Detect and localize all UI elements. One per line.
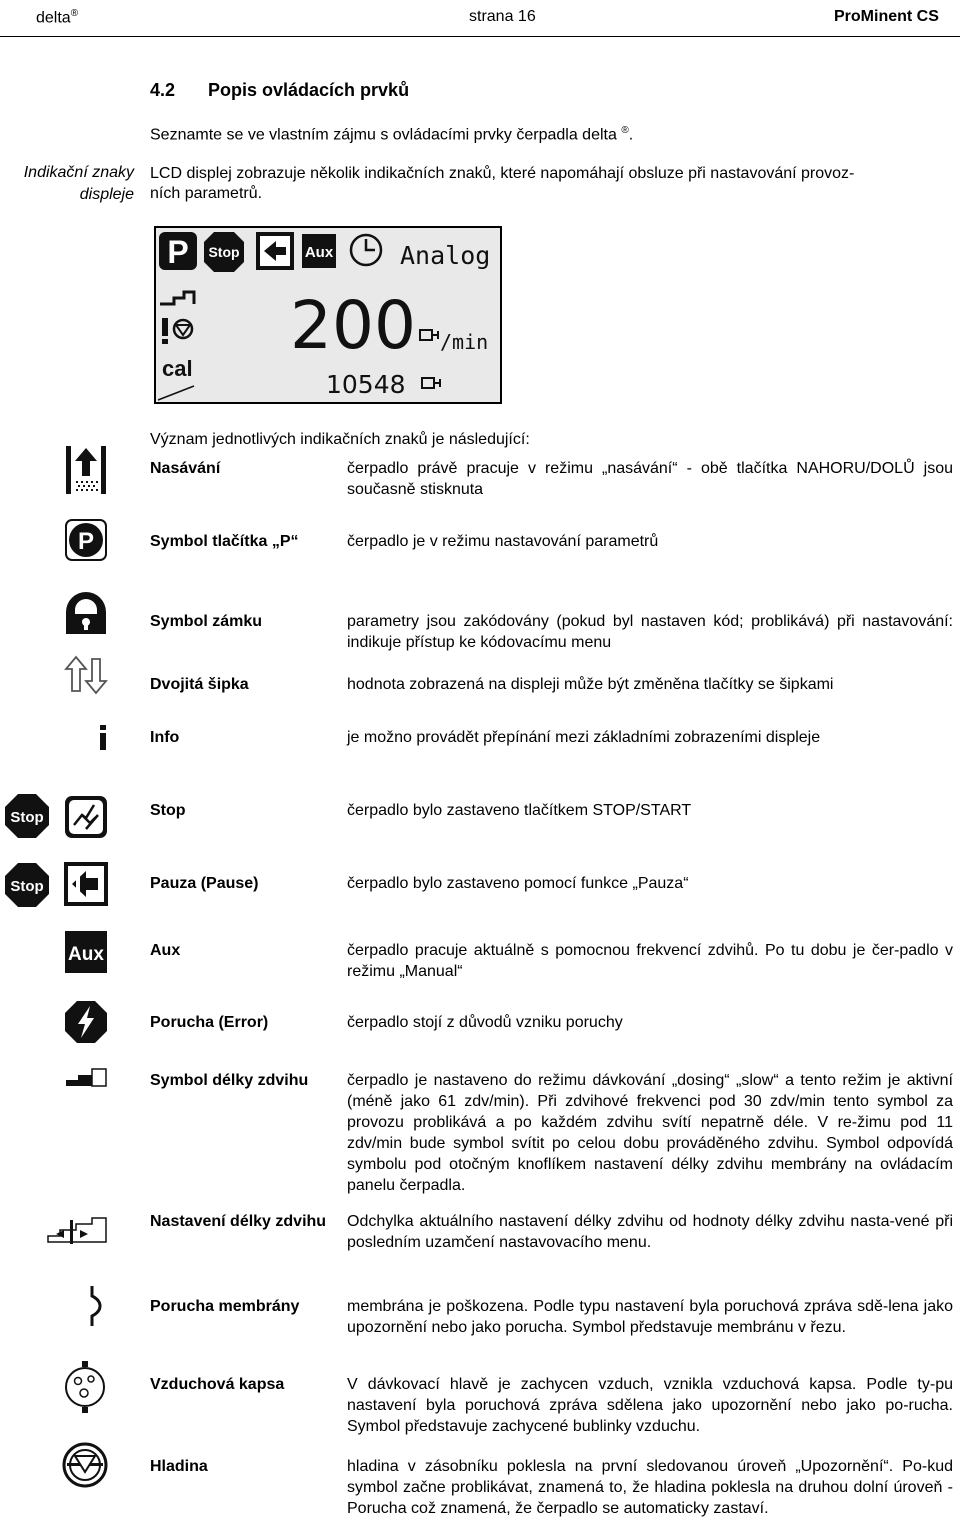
symbol-desc-lock: parametry jsou zakódovány (pokud byl nastaven kód; problikává) při nastavování: indikuje přístup ke kódovacímu menu [347, 613, 953, 651]
stroke-length-icon [64, 1066, 108, 1088]
diaphragm-icon [84, 1284, 108, 1328]
symbol-desc-double-arrow: hodnota zobrazená na displeji může být změněna tlačítky se šipkami [347, 676, 834, 693]
lcd-counter-text: 10548 [326, 370, 406, 399]
header-page-number: strana 16 [469, 8, 536, 25]
svg-text:P: P [167, 234, 189, 270]
symbol-term-diaphragm: Porucha membrány [150, 1298, 300, 1315]
air-lock-icon [62, 1361, 108, 1413]
symbol-desc-info: je možno provádět přepínání mezi základními zobrazeními displeje [347, 729, 821, 746]
symbol-desc-aux: čerpadlo pracuje aktuálně s pomocnou frekvencí zdvihů. Po tu dobu je čer-padlo v režimu „Manual“ [347, 942, 953, 980]
symbol-desc-level: hladina v zásobníku poklesla na první sledovanou úroveň „Upozornění“. Po-kud symbol začne problikávat, znamená to, že hladina poklesla na druhou dolní úroveň - Porucha což znamená, že čerpadlo se automaticky zastaví. [347, 1458, 953, 1517]
lcd-value-text: 200 [290, 287, 416, 364]
symbol-term-error: Porucha (Error) [150, 1014, 269, 1031]
header-right: ProMinent CS [834, 8, 939, 25]
symbol-term-air-lock: Vzduchová kapsa [150, 1376, 285, 1393]
hand-button-icon [64, 795, 108, 839]
intro-paragraph: Seznamte se ve vlastním zájmu s ovládacími prvky čerpadla delta ®. [150, 125, 634, 144]
error-icon [64, 1000, 108, 1044]
priming-icon [64, 444, 108, 496]
symbol-term-pause: Pauza (Pause) [150, 875, 259, 892]
stop-icon-pause [4, 862, 50, 908]
pause-icon [64, 862, 108, 906]
svg-text:Stop: Stop [208, 244, 240, 260]
lcd-cal-text: cal [162, 356, 193, 381]
lcd-mode-text: Analog [400, 241, 491, 270]
section-title: 4.2 Popis ovládacích prvků [150, 80, 410, 100]
symbol-term-stroke-setting: Nastavení délky zdvihu [150, 1213, 327, 1230]
symbol-term-level: Hladina [150, 1458, 208, 1475]
symbol-desc-error: čerpadlo stojí z důvodů vzniku poruchy [347, 1014, 623, 1031]
level-icon [62, 1442, 108, 1488]
aux-icon [64, 930, 108, 974]
svg-text:Stop: Stop [10, 878, 44, 895]
sidebar-label: Indikační znaky displeje [23, 164, 134, 203]
svg-text:P: P [77, 528, 95, 555]
symbol-term-info: Info [150, 729, 180, 746]
svg-text:Aux: Aux [68, 944, 104, 965]
symbol-desc-stop: čerpadlo bylo zastaveno tlačítkem STOP/START [347, 802, 692, 819]
symbol-term-aux: Aux [150, 942, 181, 959]
symbol-term-double-arrow: Dvojitá šipka [150, 676, 249, 693]
double-arrow-icon [64, 655, 108, 695]
symbol-desc-pause: čerpadlo bylo zastaveno pomocí funkce „Pauza“ [347, 875, 689, 892]
symbol-term-lock: Symbol zámku [150, 613, 263, 630]
symbol-term-p-key: Symbol tlačítka „P“ [150, 533, 299, 550]
stop-icon [4, 793, 50, 839]
svg-text:Aux: Aux [304, 244, 334, 261]
symbol-term-stop: Stop [150, 802, 186, 819]
symbol-desc-diaphragm: membrána je poškozena. Podle typu nastavení byla poruchová zpráva sdě-lena jako upozornění nebo jako porucha. Symbol představuje membránu v řezu. [347, 1298, 953, 1336]
lcd-unit-text: /min [440, 330, 489, 354]
lock-icon [64, 590, 108, 634]
header-left: delta® [36, 8, 79, 27]
lcd-warning-icon [162, 318, 168, 336]
lcd-paragraph: LCD displej zobrazuje několik indikačních znaků, které napomáhají obsluze při nastavování provoz- ních parametrů. [150, 165, 855, 202]
header-rule [0, 36, 960, 37]
symbol-desc-p-key: čerpadlo je v režimu nastavování parametrů [347, 533, 659, 550]
symbol-term-stroke-length: Symbol délky zdvihu [150, 1072, 309, 1089]
symbol-term-priming: Nasávání [150, 460, 221, 477]
legend-heading: Význam jednotlivých indikačních znaků je následující: [150, 431, 530, 448]
svg-text:Stop: Stop [10, 809, 44, 826]
stroke-setting-icon [46, 1216, 108, 1246]
symbol-desc-air-lock: V dávkovací hlavě je zachycen vzduch, vznikla vzduchová kapsa. Podle ty-pu nastavení byla poruchová zpráva sdělena jako upozornění nebo jako po-rucha. Symbol představuje zachycené bublinky vzduchu. [347, 1376, 953, 1435]
lcd-display [154, 226, 502, 404]
p-key-icon [64, 518, 108, 562]
symbol-desc-stroke-length: čerpadlo je nastaveno do režimu dávkování „dosing“ „slow“ a tento režim je aktivní (méně jako 61 zdv/min). Při zdvihové frekvenci pod 30 zdv/min tento symbol za provozu problikává a po každém zdvihu svítí nepatrně déle. V re-žimu pod 11 zdv/min bude symbol svítit po celou dobu prováděného zdvihu. Symbol odpovídá symbolu pod otočným knoflíkem nastavení délky zdvihu membrány na ovládacím panelu čerpadla. [347, 1072, 953, 1194]
symbol-desc-stroke-setting: Odchylka aktuálního nastavení délky zdvihu od hodnoty délky zdvihu nasta-vené při posledním uzamčení nastavovacího menu. [347, 1213, 953, 1251]
symbol-desc-priming: čerpadlo právě pracuje v režimu „nasávání“ - obě tlačítka NAHORU/DOLŮ jsou současně stisknuta [347, 460, 953, 498]
info-icon [97, 725, 109, 751]
